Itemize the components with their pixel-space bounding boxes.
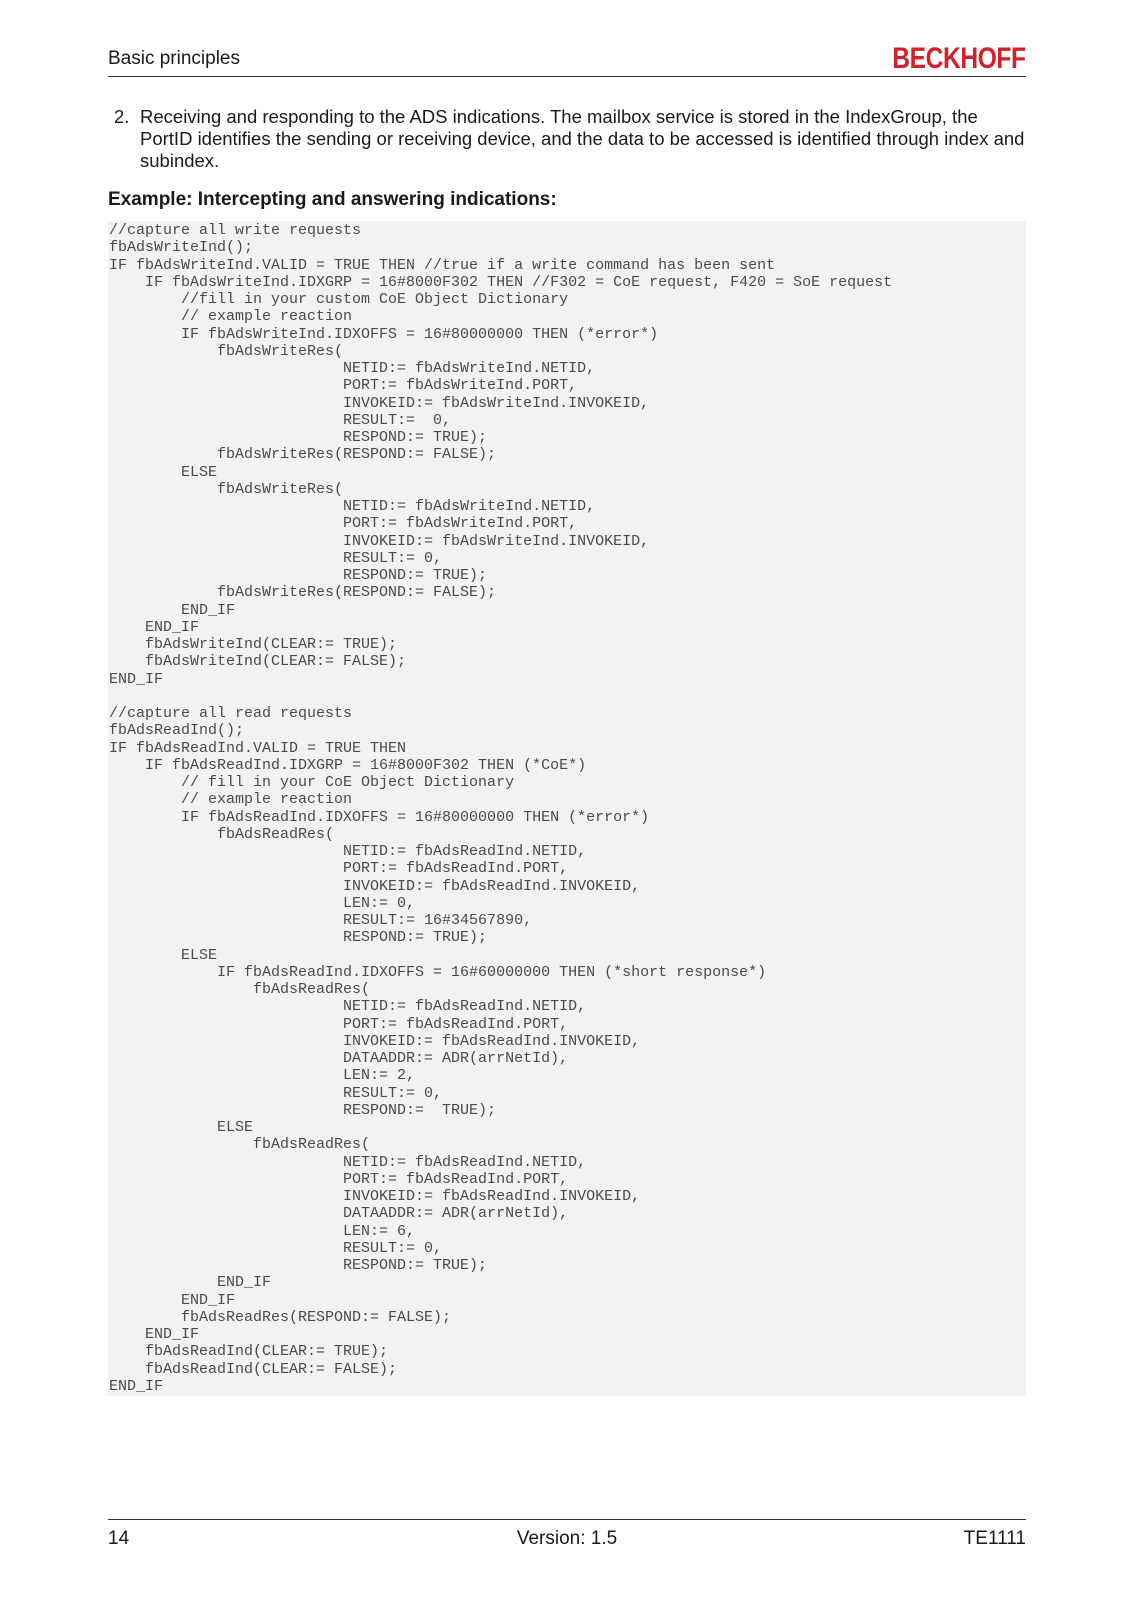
code-text: //capture all write requests fbAdsWriteInd(); IF fbAdsWriteInd.VALID = TRUE THEN //true if a write command has been sent IF fbAdsWriteInd.IDXGRP = 16#8000F302 THEN //F302 = CoE request, F420 = SoE request //fill in your custom CoE Object Dictionary // example reaction IF fbAdsWriteInd.IDXOFFS = 16#80000000 THEN (*error*) fbAdsWriteRes( NETID:= fbAdsWriteInd.NETID, PORT:= fbAdsWriteInd.PORT, INVOKEID:= fbAdsWriteInd.INVOKEID, RESULT:= 0, RESPOND:= TRUE); fbAdsWriteRes(RESPOND:= FALSE); ELSE fbAdsWriteRes( NETID:= fbAdsWriteInd.NETID, PORT:= fbAdsWriteInd.PORT, INVOKEID:= fbAdsWriteInd.INVOKEID, RESULT:= 0, RESPOND:= TRUE); fbAdsWriteRes(RESPOND:= FALSE); END_IF END_IF fbAdsWriteInd(CLEAR:= TRUE); fbAdsWriteInd(CLEAR:= FALSE); END_IF //capture all read requests fbAdsReadInd(); IF fbAdsReadInd.VALID = TRUE THEN IF fbAdsReadInd.IDXGRP = 16#8000F302 THEN (*CoE*) // fill in your CoE Object Dictionary // example reaction IF fbAdsReadInd.IDXOFFS = 16#80000000 THEN (*error*) fbAdsReadRes( NETID:= fbAdsReadInd.NETID, PORT:= fbAdsReadInd.PORT, INVOKEID:= fbAdsReadInd.INVOKEID, LEN:= 0, RESULT:= 16#34567890, RESPOND:= TRUE); ELSE IF fbAdsReadInd.IDXOFFS = 16#60000000 THEN (*short response*) fbAdsReadRes( NETID:= fbAdsReadInd.NETID, PORT:= fbAdsReadInd.PORT, INVOKEID:= fbAdsReadInd.INVOKEID, DATAADDR:= ADR(arrNetId), LEN:= 2, RESULT:= 0, RESPOND:= TRUE); ELSE fbAdsReadRes( NETID:= fbAdsReadInd.NETID, PORT:= fbAdsReadInd.PORT, INVOKEID:= fbAdsReadInd.INVOKEID, DATAADDR:= ADR(arrNetId), LEN:= 6, RESULT:= 0, RESPOND:= TRUE); END_IF END_IF fbAdsReadRes(RESPOND:= FALSE); END_IF fbAdsReadInd(CLEAR:= TRUE); fbAdsReadInd(CLEAR:= FALSE); END_IF <box>109 222 893 1395</box>
beckhoff-logo: BECKHOFF <box>892 42 1026 75</box>
document-id: TE1111 <box>963 1528 1026 1549</box>
page-footer <box>108 1519 1026 1556</box>
version-label: Version: 1.5 <box>516 1528 618 1549</box>
page-header <box>108 44 1026 77</box>
page-number: 14 <box>108 1528 130 1549</box>
code-block <box>108 221 1026 1396</box>
list-item <box>108 106 1026 172</box>
example-heading: Example: Intercepting and answering indications: <box>108 189 557 210</box>
section-title: Basic principles <box>108 48 240 69</box>
list-item-number: 2. <box>114 106 130 127</box>
list-item-text: Receiving and responding to the ADS indications. The mailbox service is stored in the IndexGroup, the PortID identifies the sending or receiving device, and the data to be accessed is identified through index and subindex. <box>140 106 1025 171</box>
